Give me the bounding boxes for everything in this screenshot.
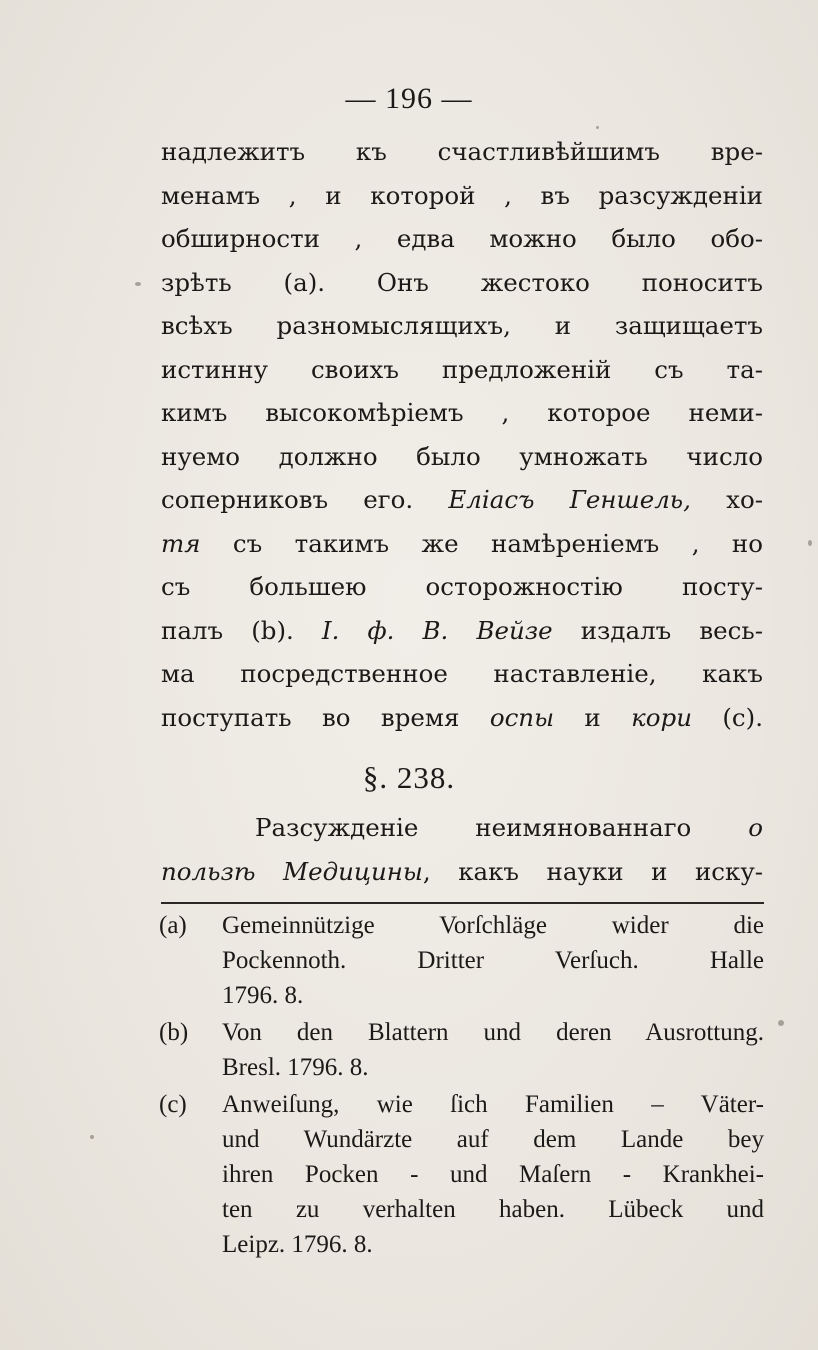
text-run: (с). [691, 703, 763, 732]
footnote-text: Anweiſung, wie ſich Familien – Väter- [222, 1091, 764, 1118]
footnote-text: und Wundärzte auf dem Lande bey [222, 1126, 764, 1153]
italic-text: пользѣ Медицины [161, 857, 423, 886]
text-run: съ такимъ же намѣренiемъ , но [200, 529, 763, 558]
footnote-text: Von den Blattern und deren Ausrottung. [222, 1019, 764, 1046]
italic-text: тя [161, 529, 201, 558]
footnote-divider [161, 902, 764, 904]
italic-text: кори [631, 703, 692, 732]
text-run: всѣхъ разномыслящихъ, и защищаетъ [161, 311, 763, 340]
footnote-text: Pockennoth. Dritter Verſuch. Halle [222, 947, 764, 974]
text-run: и [554, 703, 632, 732]
italic-text: о [748, 813, 763, 842]
text-line [161, 522, 763, 566]
text-run: менамъ , и которой , въ разсужденiи [161, 181, 763, 210]
text-run: съ большею осторожностiю посту- [161, 572, 763, 601]
footnote-label: (b) [159, 1019, 189, 1046]
text-run: поступать во время [161, 703, 490, 732]
footnote-text: 1796. 8. [222, 982, 304, 1009]
text-line [161, 304, 763, 348]
text-line [161, 696, 763, 740]
text-run: нуемо должно было умножать число [161, 442, 763, 471]
paper-speck [596, 126, 599, 129]
text-line [255, 806, 763, 850]
footnote-label: (a) [159, 912, 187, 939]
text-run: ма посредственное наставленiе, какъ [161, 659, 763, 688]
text-run: соперниковъ его. [161, 485, 449, 514]
footnote-label: (c) [159, 1091, 187, 1118]
footnote-text: Leipz. 1796. 8. [222, 1231, 373, 1258]
paper-speck [90, 1135, 94, 1139]
page-number: — 196 — [345, 82, 473, 115]
text-run: Разсужденiе неимянованнаго [255, 813, 749, 842]
text-line [161, 565, 763, 609]
text-line [161, 348, 763, 392]
text-line [161, 652, 763, 696]
text-run: палъ (b). [161, 616, 322, 645]
paper-speck [808, 540, 812, 546]
text-line [161, 609, 763, 653]
italic-text: Елiасъ Геншель, [448, 485, 691, 514]
footnote-text: Bresl. 1796. 8. [222, 1054, 369, 1081]
italic-text: I. ф. В. Вейзе [321, 616, 553, 645]
text-run: кимъ высокомѣрiемъ , которое неми- [161, 398, 763, 427]
paper-speck [778, 1020, 784, 1026]
text-run: издалъ весь- [552, 616, 763, 645]
text-line [161, 478, 763, 522]
italic-text: оспы [489, 703, 555, 732]
paper-speck [135, 282, 141, 286]
text-run: обширности , едва можно было обо- [161, 224, 763, 253]
text-run: истинну своихъ предложенiй съ та- [161, 355, 763, 384]
text-line [161, 850, 763, 894]
text-run: надлежитъ къ счастливѣйшимъ вре- [161, 137, 763, 166]
text-run: зрѣть (а). Онъ жестоко поноситъ [161, 268, 763, 297]
text-line [161, 435, 763, 479]
footnote-text: Gemeinnützige Vorſchläge wider die [222, 912, 764, 939]
text-line [161, 391, 763, 435]
text-run: , какъ науки и иску- [422, 857, 764, 886]
text-run: хо- [690, 485, 763, 514]
footnote-text: ten zu verhalten haben. Lübeck und [222, 1196, 764, 1223]
footnote-text: ihren Pocken - und Maſern - Krankhei- [222, 1161, 764, 1188]
section-heading: §. 238. [362, 760, 456, 795]
text-line [161, 261, 763, 305]
text-line [161, 174, 763, 218]
text-line [161, 130, 763, 174]
text-line [161, 217, 763, 261]
